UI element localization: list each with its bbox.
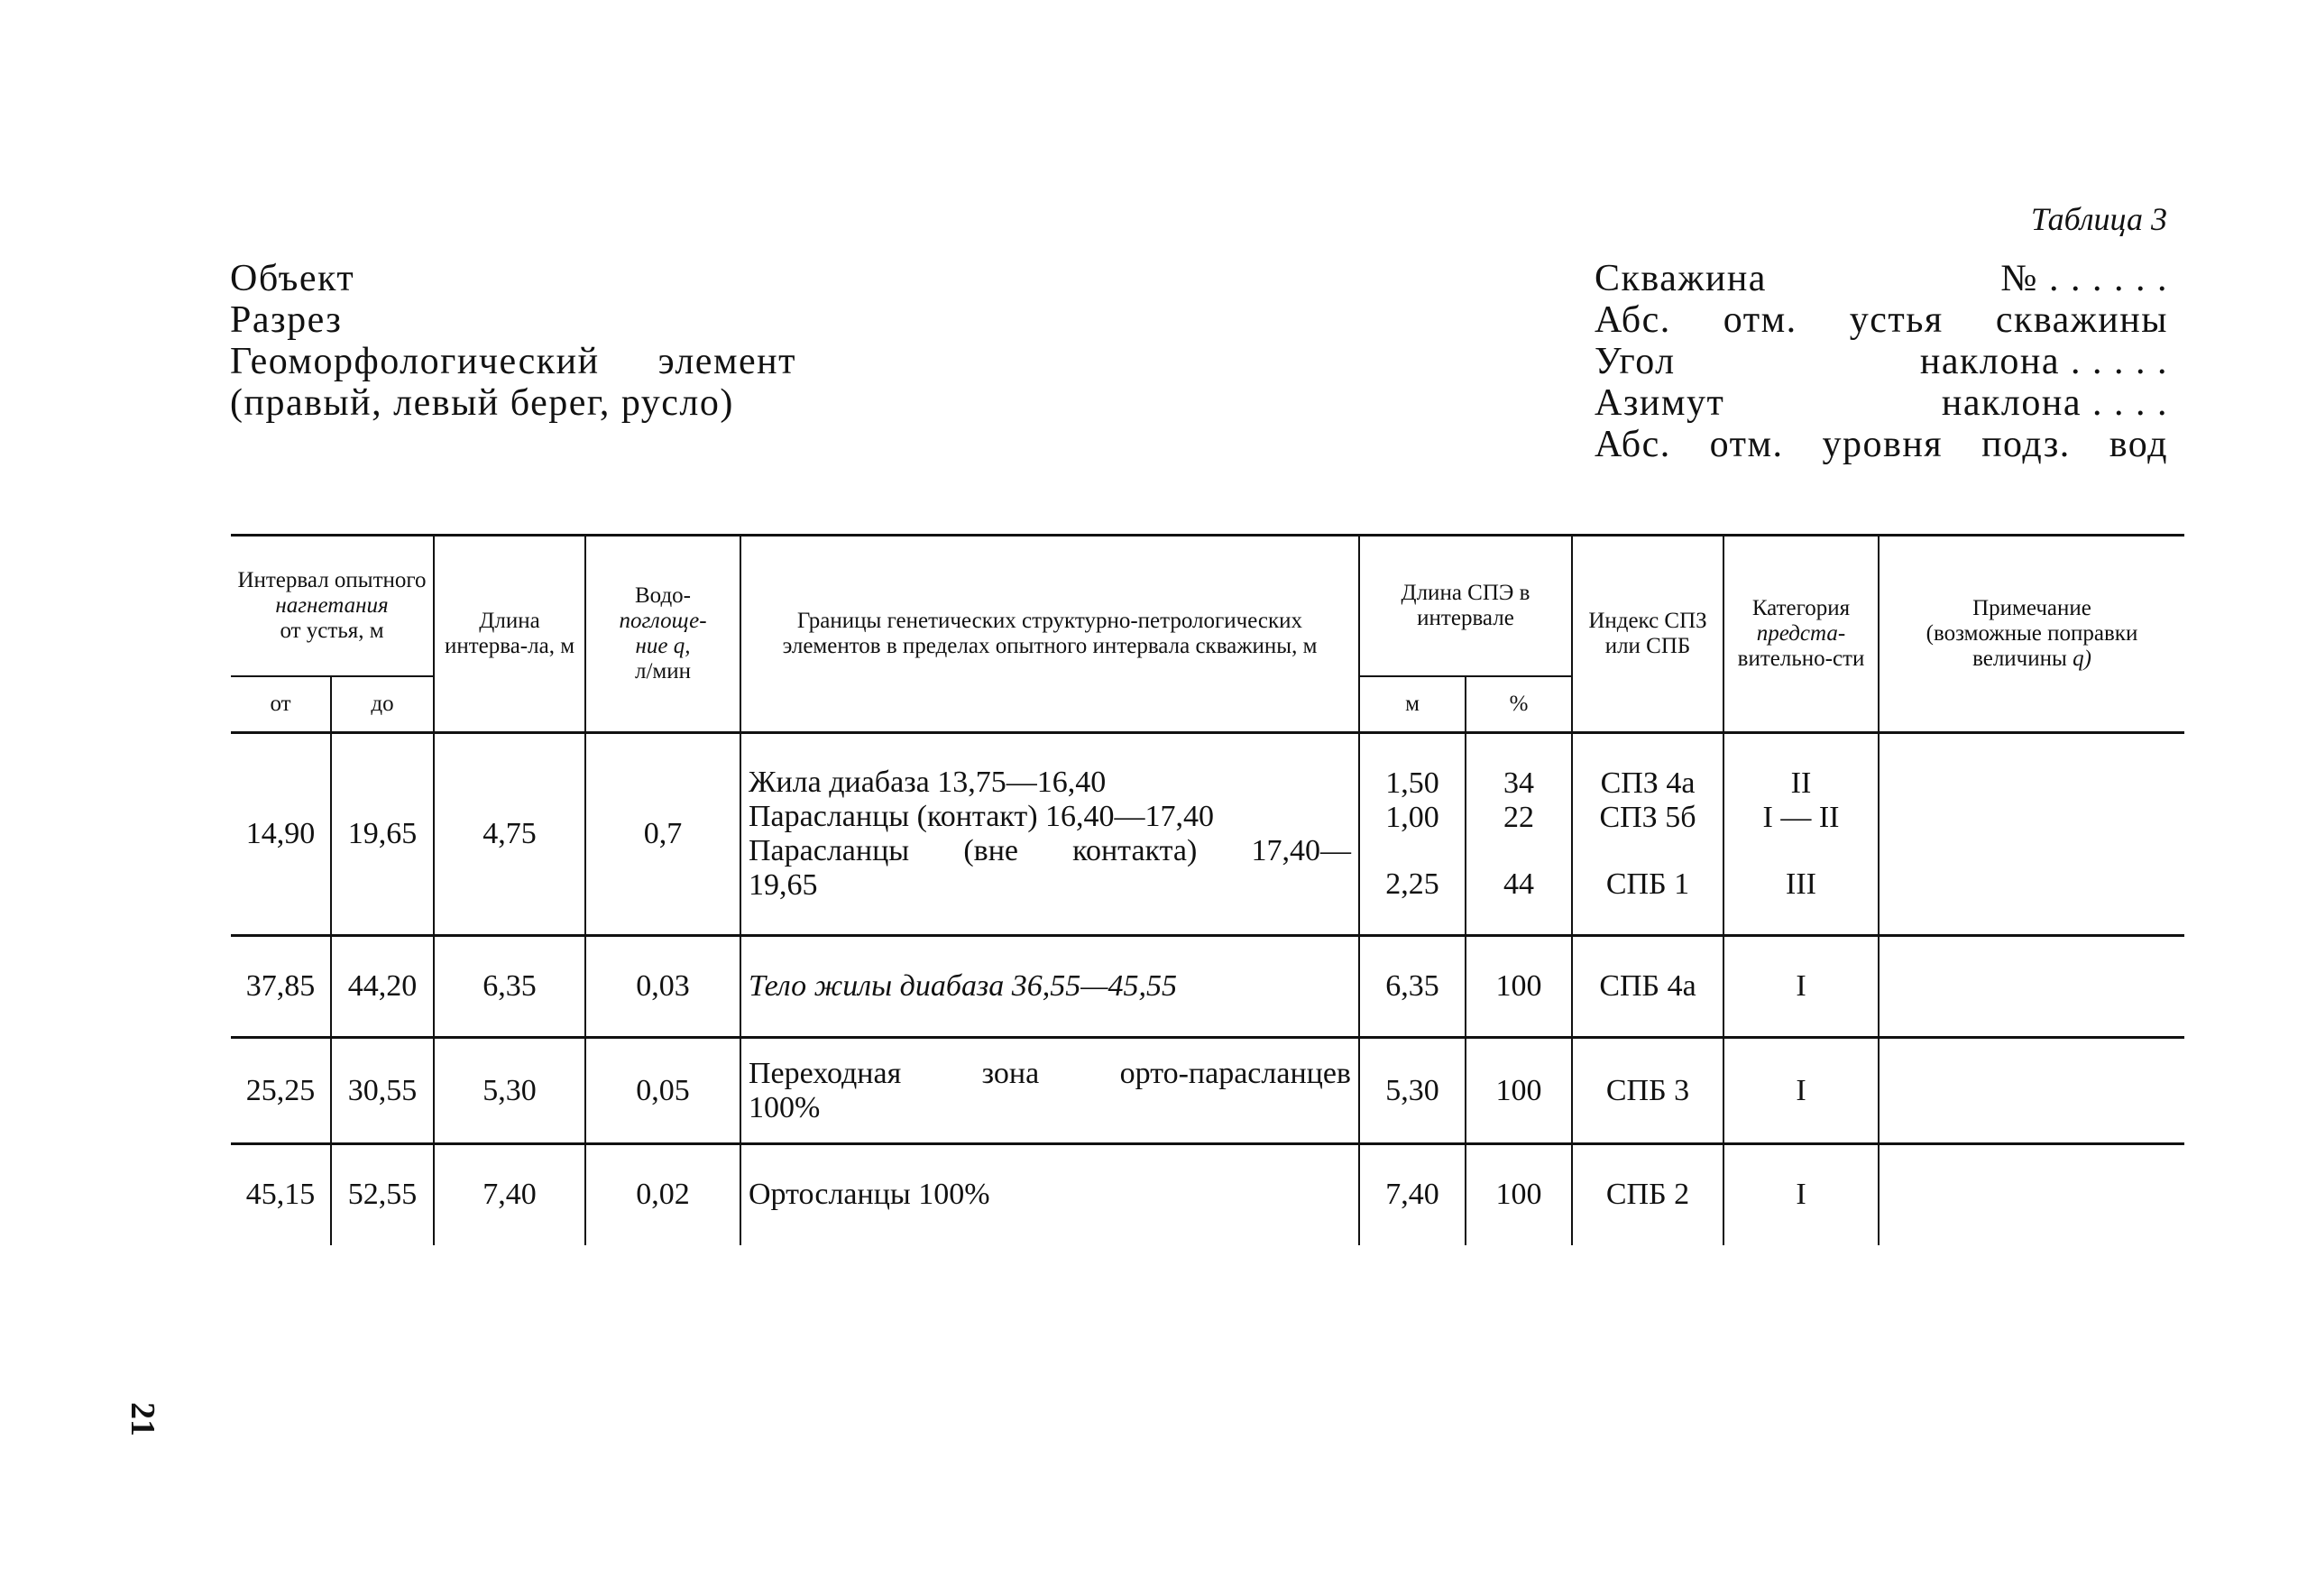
cell-absorption: 0,02 — [585, 1144, 740, 1245]
m-header: м — [1359, 676, 1466, 733]
well-word: Скважина — [1595, 258, 1767, 299]
angle-dots: наклона . . . . . — [1919, 341, 2168, 382]
cell-from: 37,85 — [231, 936, 331, 1038]
azimuth-dots: наклона . . . . — [1941, 382, 2168, 424]
cell-spe-m: 6,35 — [1359, 936, 1466, 1038]
cell-note — [1879, 1144, 2184, 1245]
table-caption: Таблица 3 — [2030, 201, 2167, 237]
cell-length: 7,40 — [434, 1144, 585, 1245]
index-header: Индекс СПЗ или СПБ — [1572, 536, 1723, 733]
cell-category: II I — II III — [1723, 733, 1879, 936]
cell-note — [1879, 936, 2184, 1038]
cell-spe-pct: 100 — [1466, 1144, 1572, 1245]
level-word-3: уровня — [1822, 424, 1944, 465]
cell-index: СПБ 4а — [1572, 936, 1723, 1038]
cell-index: СПБ 3 — [1572, 1038, 1723, 1144]
cell-to: 52,55 — [331, 1144, 434, 1245]
cell-length: 5,30 — [434, 1038, 585, 1144]
table-row — [231, 936, 2184, 1038]
inclination-azimuth-field — [1595, 382, 2168, 424]
cell-to: 30,55 — [331, 1038, 434, 1144]
cell-from: 45,15 — [245, 1178, 316, 1212]
cell-boundaries: Тело жилы диабаза 36,55—45,55 — [740, 936, 1359, 1038]
cell-boundaries: Ортосланцы 100% — [740, 1144, 1359, 1245]
cell-spe-m: 1,50 1,00 2,25 — [1359, 733, 1466, 936]
cell-from: 25,25 — [231, 1038, 331, 1144]
cell-absorption: 0,7 — [585, 733, 740, 936]
cell-spe-pct: 100 — [1466, 936, 1572, 1038]
cell-from: 14,90 — [231, 733, 331, 936]
cell-spe-m: 5,30 — [1359, 1038, 1466, 1144]
cell-spe-pct: 100 — [1466, 1038, 1572, 1144]
abs-word: Абс. — [1595, 299, 1671, 341]
cell-category: I — [1723, 936, 1879, 1038]
level-word-2: отм. — [1709, 424, 1784, 465]
cell-note — [1879, 733, 2184, 936]
geomorph-word-2: элемент — [657, 341, 796, 382]
object-label: Объект — [230, 258, 355, 299]
azimuth-word: Азимут — [1595, 382, 1725, 424]
level-word-1: Абс. — [1595, 424, 1671, 465]
level-word-4: подз. — [1981, 424, 2071, 465]
well-number-dots: № . . . . . . — [2000, 258, 2168, 299]
interval-header: Интервал опытного нагнетания от устья, м — [231, 536, 434, 677]
groundwater-level-field — [1595, 424, 2168, 465]
spe-length-header: Длина СПЭ в интервале — [1359, 536, 1572, 677]
mouth-word: устья — [1849, 299, 1944, 341]
cell-to: 19,65 — [331, 733, 434, 936]
cell-boundaries: Переходная зона орто-парасланцев 100% — [740, 1038, 1359, 1144]
cell-index: СПЗ 4а СПЗ 5б СПБ 1 — [1572, 733, 1723, 936]
cell-length: 4,75 — [434, 733, 585, 936]
page-number: 21 — [124, 1402, 161, 1436]
cell-category: I — [1723, 1038, 1879, 1144]
cell-category: I — [1723, 1144, 1879, 1245]
angle-word: Угол — [1595, 341, 1676, 382]
cell-index: СПБ 2 — [1572, 1144, 1723, 1245]
cell-boundaries: Жила диабаза 13,75—16,40 Парасланцы (контакт) 16,40—17,40 Парасланцы (вне контакта) 17,40— 19,65 — [740, 733, 1359, 936]
right-meta-block — [1595, 258, 2168, 465]
table-row — [231, 733, 2184, 936]
well-number-field — [1595, 258, 2168, 299]
injection-test-table — [231, 534, 2184, 1245]
table-row — [231, 1038, 2184, 1144]
pct-header: % — [1466, 676, 1572, 733]
geomorph-label — [230, 341, 796, 382]
well-mouth-elevation-field — [1595, 299, 2168, 341]
from-header: от — [231, 676, 331, 733]
absorption-header: Водо- поглоще- ние q, л/мин — [585, 536, 740, 733]
cell-note — [1879, 1038, 2184, 1144]
geomorph-word-1: Геоморфологический — [230, 341, 600, 382]
section-label: Разрез — [230, 299, 343, 341]
to-header: до — [331, 676, 434, 733]
cell-spe-pct: 34 22 44 — [1466, 733, 1572, 936]
cell-absorption: 0,05 — [585, 1038, 740, 1144]
otm-word: отм. — [1723, 299, 1797, 341]
note-header: Примечание (возможные поправки величины q) — [1879, 536, 2184, 733]
cell-absorption: 0,03 — [585, 936, 740, 1038]
left-meta-block — [230, 258, 796, 424]
category-header: Категория предста- вительно-сти — [1723, 536, 1879, 733]
level-word-5: вод — [2109, 424, 2168, 465]
cell-spe-m: 7,40 — [1359, 1144, 1466, 1245]
cell-to: 44,20 — [331, 936, 434, 1038]
length-header: Длина интерва-ла, м — [434, 536, 585, 733]
inclination-angle-field — [1595, 341, 2168, 382]
cell-length: 6,35 — [434, 936, 585, 1038]
header-row-top — [231, 536, 2184, 677]
boundaries-header: Границы генетических структурно-петрологических элементов в пределах опытного интервала скважины, м — [740, 536, 1359, 733]
table-row — [231, 1144, 2184, 1245]
bank-label: (правый, левый берег, русло) — [230, 382, 734, 424]
well-word-2: скважины — [1995, 299, 2168, 341]
